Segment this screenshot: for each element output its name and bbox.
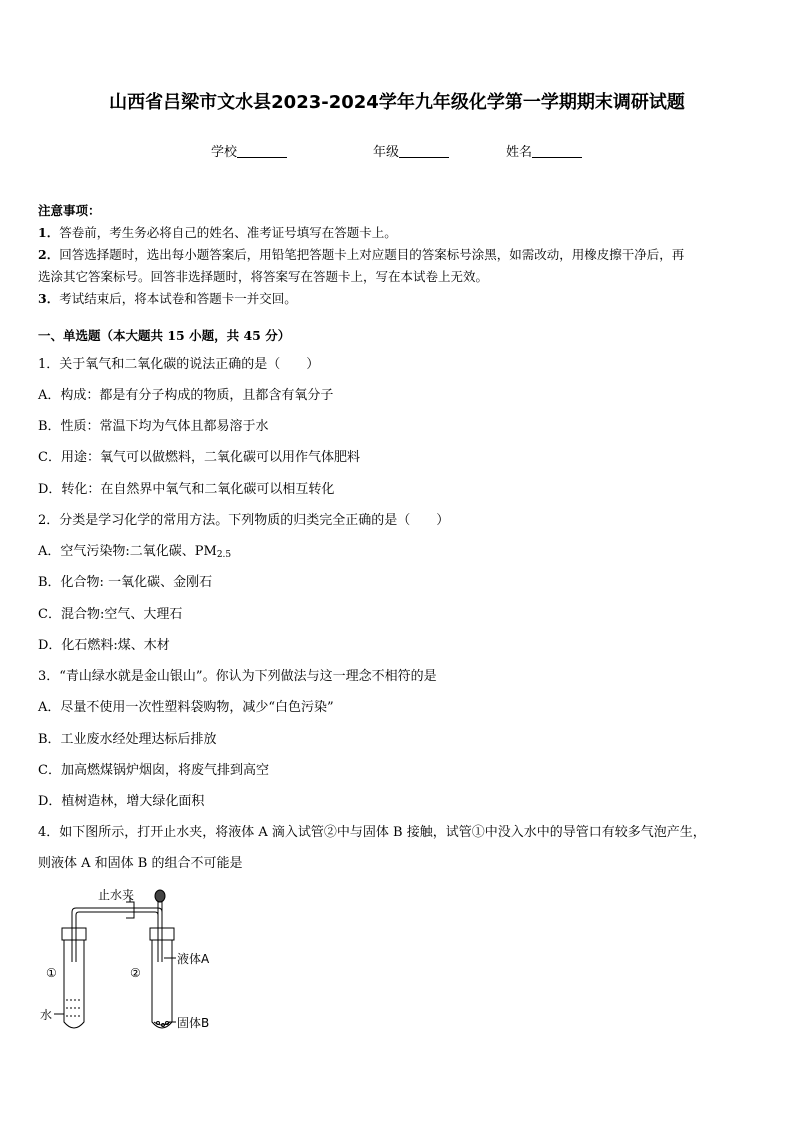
name-label: 姓名 (506, 145, 533, 160)
q3-option-a: A．尽量不使用一次性塑料袋购物，减少“白色污染” (38, 700, 334, 715)
student-info-row (0, 141, 794, 161)
section-heading: 一、单选题（本大题共 15 小题，共 45 分） (38, 328, 291, 343)
q2-option-b: B．化合物: 一氧化碳、金刚石 (38, 575, 213, 590)
grade-blank[interactable] (399, 143, 449, 158)
q2-option-c: C．混合物:空气、大理石 (38, 607, 183, 622)
q3-option-c: C．加高燃煤锅炉烟囱，将废气排到高空 (38, 763, 269, 778)
q3-option-d: D．植树造林，增大绿化面积 (38, 794, 205, 809)
dropper-bulb-icon (155, 890, 165, 902)
school-label: 学校 (211, 145, 238, 160)
notice-item-3: 3．考试结束后，将本试卷和答题卡一并交回。 (38, 291, 297, 306)
notice-item-2: 2．回答选择题时，选出每小题答案后，用铅笔把答题卡上对应题目的答案标号涂黑，如需改动，用橡皮擦干净后，再 (38, 247, 685, 262)
q1-stem: 1．关于氧气和二氧化碳的说法正确的是（ ） (38, 357, 320, 372)
q1-option-d: D．转化：在自然界中氧气和二氧化碳可以相互转化 (38, 482, 335, 497)
water-label: 水 (40, 1008, 53, 1022)
grade-label: 年级 (373, 145, 400, 160)
q1-option-a: A．构成：都是有分子构成的物质，且都含有氧分子 (38, 388, 334, 403)
page-title: 山西省吕梁市文水县2023-2024学年九年级化学第一学期期末调研试题 (109, 92, 685, 113)
apparatus-figure (36, 882, 236, 1042)
grade-field[interactable] (373, 141, 449, 160)
name-field[interactable] (506, 141, 582, 160)
q3-stem: 3．“青山绿水就是金山银山”。你认为下列做法与这一理念不相符的是 (38, 669, 437, 684)
notice-heading: 注意事项： (38, 203, 101, 218)
liquid-a-label: 液体A (177, 952, 210, 966)
q3-option-b: B．工业废水经处理达标后排放 (38, 732, 217, 747)
notice-item-2-cont: 选涂其它答案标号。回答非选择题时，将答案写在答题卡上，写在本试卷上无效。 (38, 269, 489, 284)
school-field[interactable] (211, 141, 287, 160)
notice-block (38, 200, 760, 310)
q4-stem-line-1: 4．如下图所示，打开止水夹，将液体 A 滴入试管②中与固体 B 接触，试管①中没入水中的导管口有较多气泡产生， (38, 825, 706, 840)
name-blank[interactable] (532, 143, 582, 158)
q4-stem-line-2: 则液体 A 和固体 B 的组合不可能是 (38, 856, 243, 871)
q1-option-c: C．用途：氧气可以做燃料，二氧化碳可以用作气体肥料 (38, 450, 360, 465)
tube-2-label: ② (130, 966, 141, 980)
test-tube-1 (64, 940, 84, 1028)
stopper-1 (62, 928, 86, 940)
q1-option-b: B．性质：常温下均为气体且都易溶于水 (38, 419, 269, 434)
school-blank[interactable] (237, 143, 287, 158)
solid-b-label: 固体B (177, 1016, 210, 1030)
clamp-label: 止水夹 (98, 888, 135, 902)
tube-1-label: ① (46, 966, 57, 980)
q2-option-a: A．空气污染物:二氧化碳、$PM_{2.5}$ (38, 544, 232, 560)
q2-stem: 2．分类是学习化学的常用方法。下列物质的归类完全正确的是（ ） (38, 513, 450, 528)
notice-item-1: 1．答卷前，考生务必将自己的姓名、准考证号填写在答题卡上。 (38, 225, 397, 240)
q2-option-d: D．化石燃料:煤、木材 (38, 638, 170, 653)
